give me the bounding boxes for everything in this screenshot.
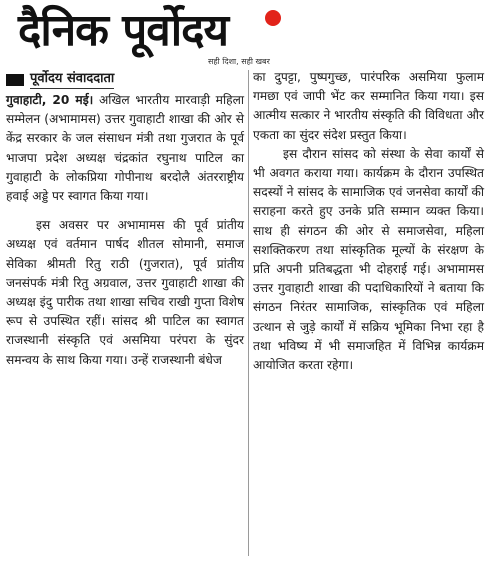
- article-paragraph: [6, 91, 244, 206]
- column-divider: [248, 70, 249, 556]
- byline: [6, 70, 244, 89]
- masthead: [18, 4, 278, 66]
- article-column-right: [253, 68, 484, 375]
- article-paragraph: का दुपट्टा, पुष्पगुच्छ, पारंपरिक असमिया फुलाम गमछा एवं जापी भेंट कर सम्मानित किया गया। इस आत्मीय सत्कार ने भारतीय संस्कृति की विविधता और एकता का सुंदर संदेश प्रस्तुत किया।: [253, 70, 484, 142]
- newspaper-tagline: सही दिशा, सही खबर: [208, 57, 270, 66]
- byline-text: पूर्वोदय संवाददाता: [30, 70, 114, 89]
- article-paragraph: इस दौरान सांसद को संस्था के सेवा कार्यों से भी अवगत कराया गया। कार्यक्रम के दौरान उपस्थित सदस्यों ने सांसद के सामाजिक एवं जनसेवा कार्यों की सराहना करते हुए उनके प्रति सम्मान व्यक्त किया। साथ ही संगठन की ओर से समाजसेवा, महिला सशक्तिकरण तथा सांस्कृतिक मूल्यों के संरक्षण के प्रति अपनी प्रतिबद्धता भी दोहराई गई। अभामामस उत्तर गुवाहाटी शाखा की पदाधिकारियों ने बताया कि संगठन निरंतर सामाजिक, सांस्कृतिक एवं महिला उत्थान से जुड़े कार्यों में सक्रिय भूमिका निभा रहा है तथा भविष्य में भी समाजहित में विभिन्न कार्यक्रम आयोजित करता रहेगा।: [253, 146, 484, 373]
- sun-icon: [265, 10, 281, 26]
- dateline: गुवाहाटी, 20 मई।: [6, 93, 94, 107]
- paragraph-spacer: [6, 206, 244, 216]
- article-paragraph-text: अखिल भारतीय मारवाड़ी महिला सम्मेलन (अभामामस) उत्तर गुवाहाटी शाखा की ओर से केंद्र सरकार के जल संसाधन मंत्री तथा गुजरात के पूर्व भाजपा प्रदेश अध्यक्ष चंद्रकांत रघुनाथ पाटिल का गुवाहाटी के लोकप्रिया गोपीनाथ बरदोलै अंतरराष्ट्रीय हवाई अड्डे पर स्वागत किया गया।: [6, 93, 244, 204]
- article-column-left: [6, 68, 244, 370]
- byline-marker-icon: [6, 74, 24, 86]
- article-paragraph: इस अवसर पर अभामामस की पूर्व प्रांतीय अध्यक्ष एवं वर्तमान पार्षद शीतल सोमानी, समाज सेविका श्रीमती रितु राठी (गुजरात), पूर्व प्रांतीय जनसंपर्क मंत्री रितु अग्रवाल, उत्तर गुवाहाटी शाखा की अध्यक्ष इंदु पारीक तथा शाखा सचिव राखी गुप्ता विशेष रूप से उपस्थित रहीं। सांसद श्री पाटिल का स्वागत राजस्थानी संस्कृति एवं असमिया परंपरा के सुंदर समन्वय के साथ किया गया। उन्हें राजस्थानी बंधेज: [6, 218, 244, 367]
- newspaper-logo-title: दैनिक पूर्वोदय: [18, 5, 229, 56]
- article-body: [6, 68, 484, 558]
